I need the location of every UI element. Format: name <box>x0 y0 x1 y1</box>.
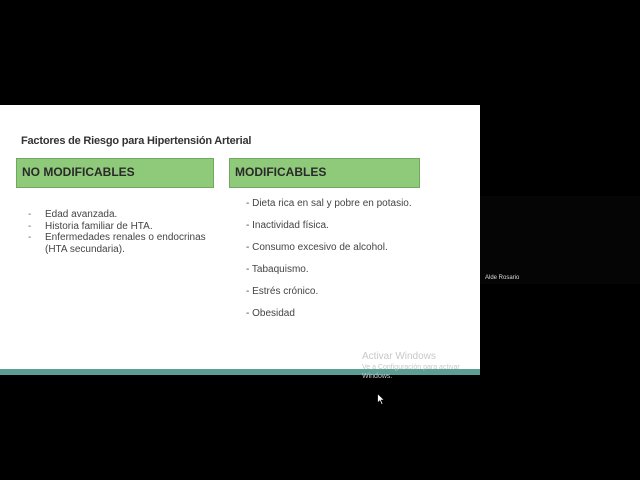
modifiable-list <box>246 197 476 329</box>
dash-bullet: - <box>28 209 32 220</box>
list-item: - Estrés crónico. <box>246 286 319 297</box>
list-item: - Dieta rica en sal y pobre en potasio. <box>246 198 412 209</box>
list-item: - Edad avanzada. <box>28 209 118 220</box>
non-modifiable-header: NO MODIFICABLES <box>16 158 214 188</box>
list-item: - Inactividad física. <box>246 220 329 231</box>
participant-name: Alde Rosario <box>485 275 520 281</box>
activate-windows-subtitle: Ve a Configuración para activar Windows. <box>362 364 460 380</box>
activate-windows-title: Activar Windows <box>362 351 436 362</box>
non-modifiable-list <box>28 209 218 255</box>
modifiable-header: MODIFICABLES <box>229 158 420 188</box>
presentation-slide <box>0 105 480 375</box>
dash-bullet: - <box>28 220 32 232</box>
dash-bullet: - <box>28 232 32 243</box>
list-item: - Tabaquismo. <box>246 264 309 275</box>
mouse-cursor-icon <box>377 393 385 405</box>
list-item: - Obesidad <box>246 308 295 319</box>
list-item: - Consumo excesivo de alcohol. <box>246 242 388 253</box>
slide-title: Factores de Riesgo para Hipertensión Arterial <box>21 135 252 147</box>
list-item: - Enfermedades renales o endocrinas (HTA secundaria). <box>28 232 206 255</box>
participant-video-tile[interactable] <box>480 196 640 284</box>
list-item: - Historia familiar de HTA. <box>28 220 153 232</box>
